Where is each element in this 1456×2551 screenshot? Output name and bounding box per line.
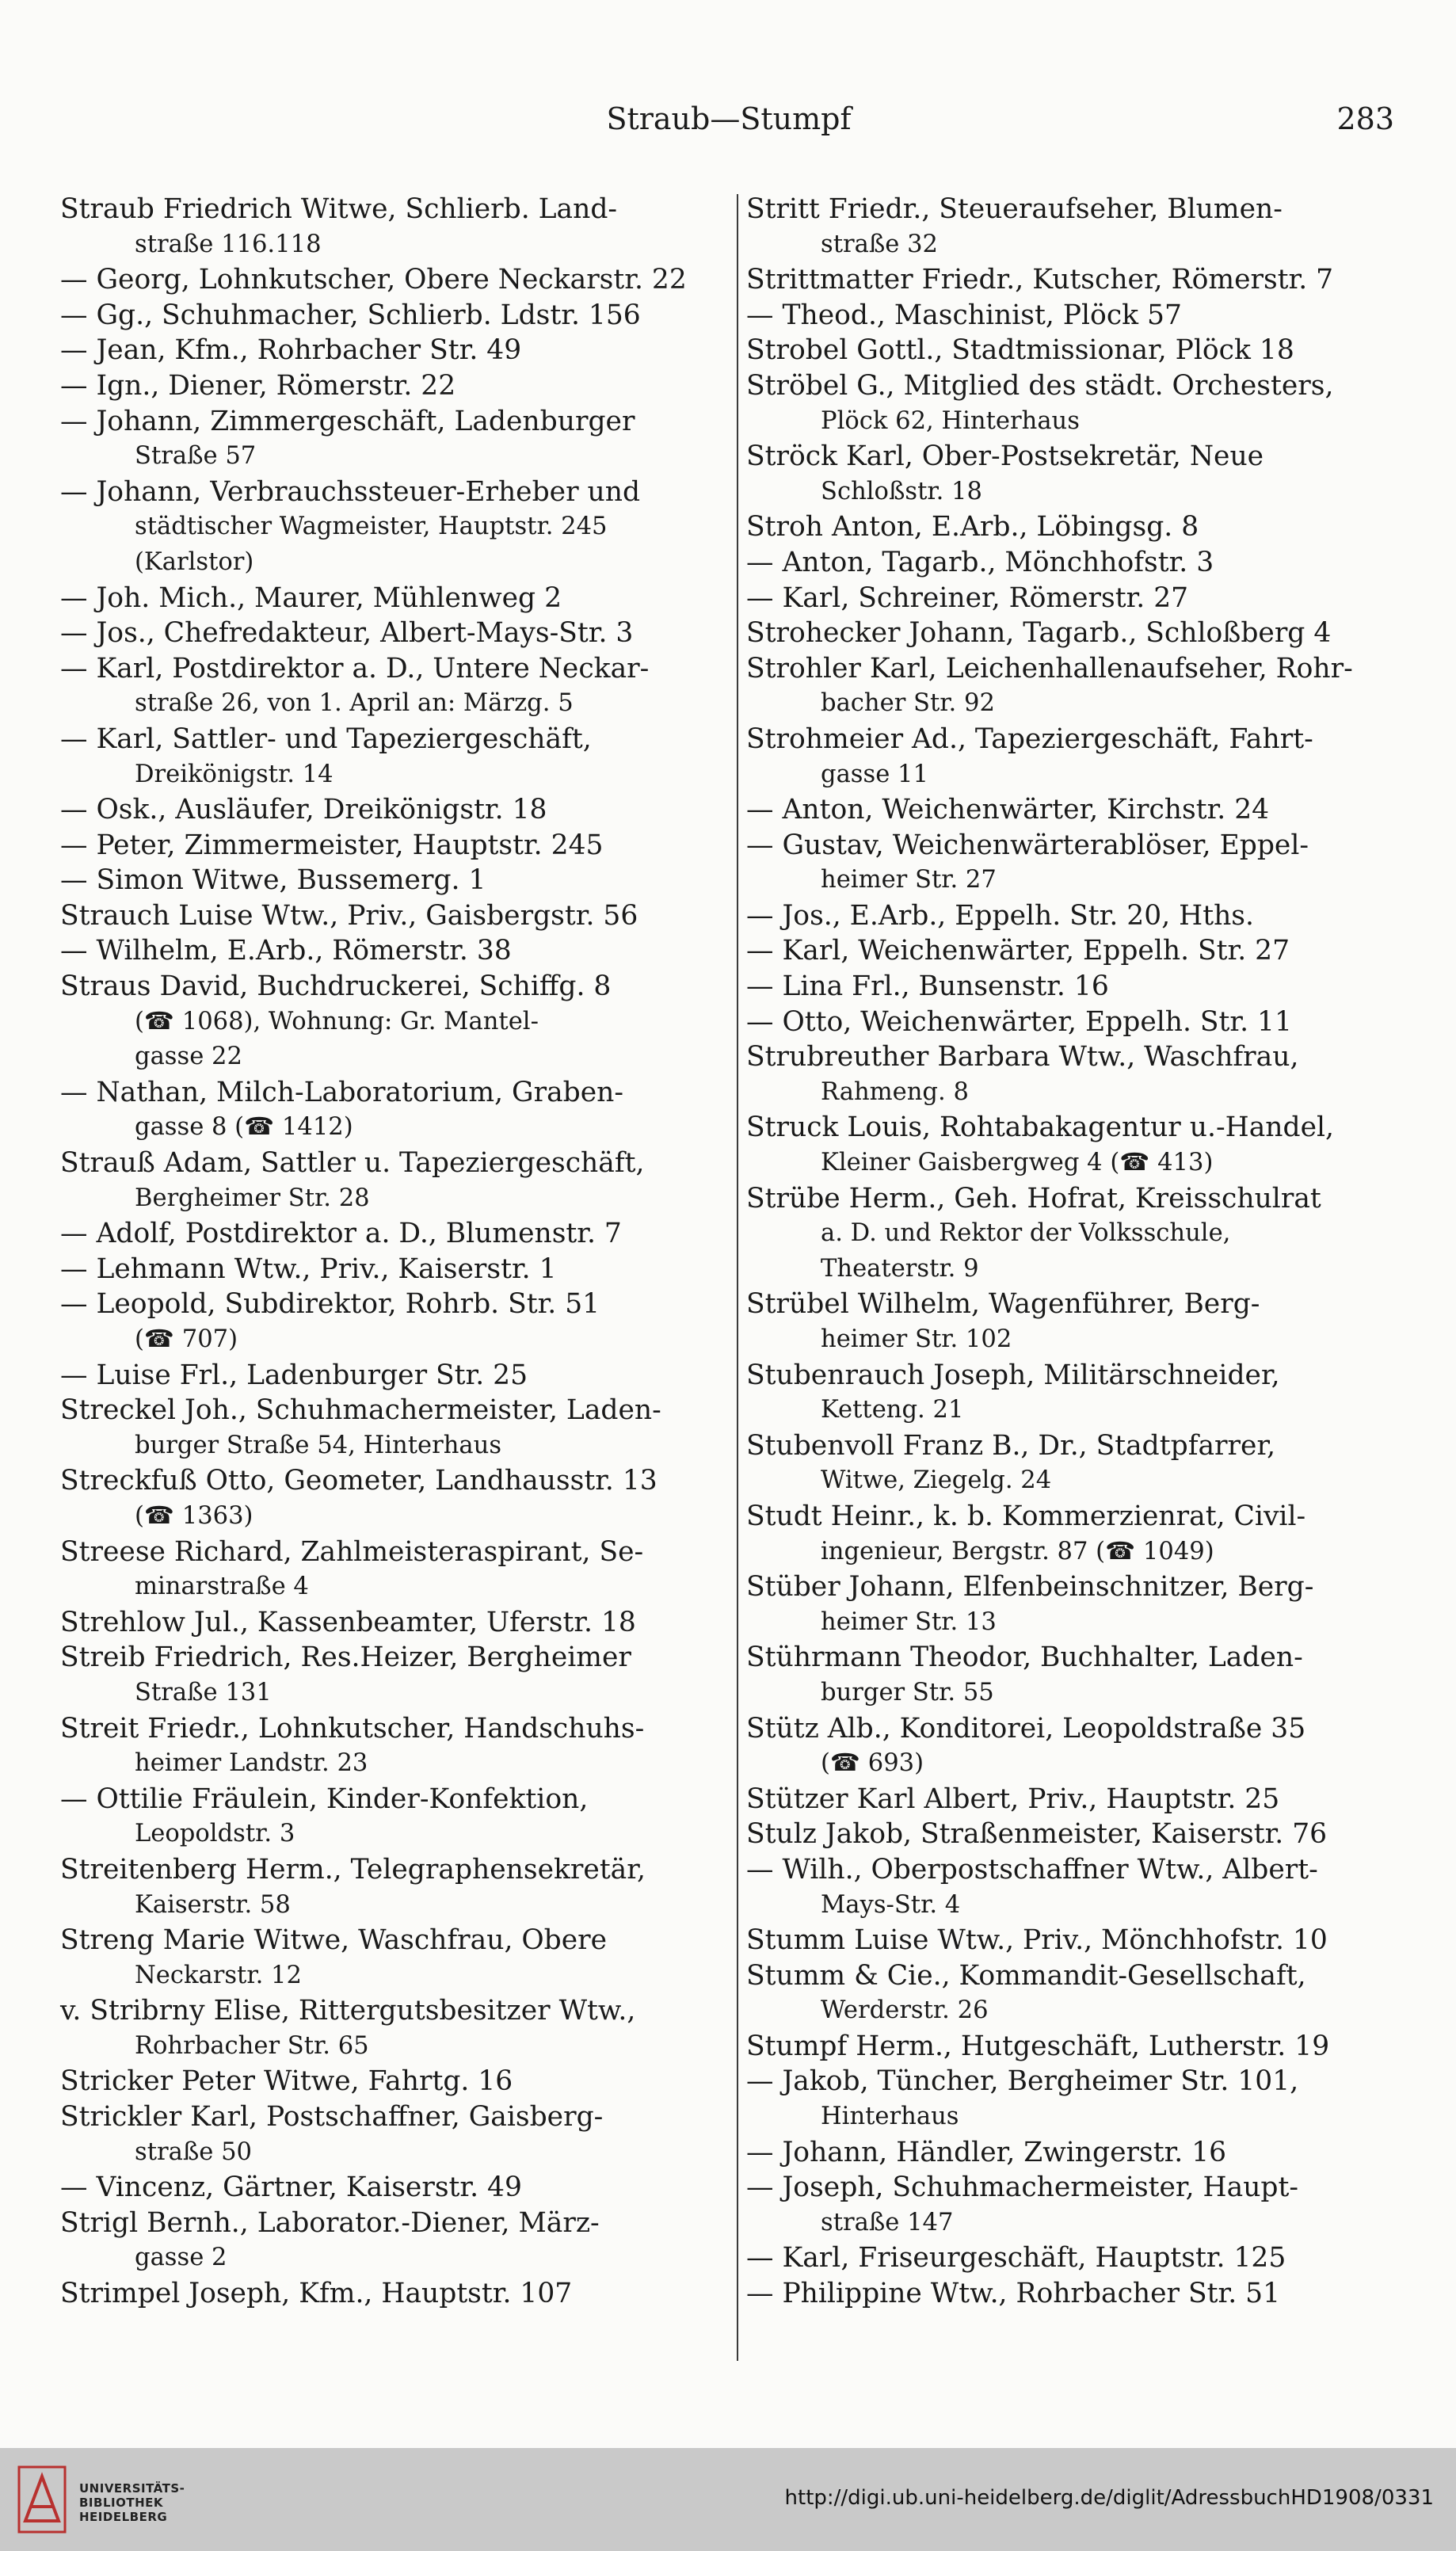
library-name-line: HEIDELBERG — [79, 2510, 168, 2524]
entry-continuation-line: städtischer Wagmeister, Hauptstr. 245 — [135, 513, 608, 541]
directory-entry-line: — Johann, Zimmergeschäft, Ladenburger — [60, 405, 635, 437]
directory-entry-line: — Philippine Wtw., Rohrbacher Str. 51 — [746, 2278, 1281, 2310]
entry-continuation-line: Rahmeng. 8 — [821, 1077, 969, 1106]
entry-continuation-line: heimer Str. 27 — [821, 866, 997, 894]
directory-entry-line: — Karl, Schreiner, Römerstr. 27 — [746, 582, 1189, 614]
entry-continuation-line: minarstraße 4 — [135, 1573, 309, 1601]
source-url[interactable]: http://digi.ub.uni-heidelberg.de/diglit/AdressbuchHD1908/0331 — [784, 2486, 1434, 2510]
directory-entry-line: — Karl, Weichenwärter, Eppelh. Str. 27 — [746, 935, 1290, 967]
directory-entry-line: — Anton, Tagarb., Mönchhofstr. 3 — [746, 546, 1214, 578]
entry-continuation-line: gasse 11 — [821, 760, 928, 788]
directory-entry-line: Stumm & Cie., Kommandit-Gesellschaft, — [746, 1959, 1306, 1992]
entry-continuation-line: (☎ 1363) — [135, 1501, 253, 1530]
directory-entry-line: — Jos., Chefredakteur, Albert-Mays-Str. 3 — [60, 617, 634, 650]
directory-entry-line: Stritt Friedr., Steueraufseher, Blumen- — [746, 193, 1283, 225]
running-head: Straub—Stumpf — [606, 101, 852, 136]
university-library-logo-icon — [17, 2465, 67, 2534]
entry-continuation-line: straße 116.118 — [135, 230, 322, 258]
entry-continuation-line: Neckarstr. 12 — [135, 1961, 302, 1989]
directory-entry-line: Streckel Joh., Schuhmachermeister, Laden- — [60, 1394, 661, 1427]
column-divider — [737, 194, 738, 2361]
entry-continuation-line: Plöck 62, Hinterhaus — [821, 406, 1080, 435]
entry-continuation-line: Werderstr. 26 — [821, 1996, 989, 2025]
directory-entry-line: Streib Friedrich, Res.Heizer, Bergheimer — [60, 1642, 631, 1674]
library-name-line: BIBLIOTHEK — [79, 2496, 163, 2510]
library-name-line: UNIVERSITÄTS- — [79, 2481, 185, 2496]
directory-entry-line: Ströbel G., Mitglied des städt. Orchesters, — [746, 369, 1334, 402]
directory-entry-line: — Karl, Sattler- und Tapeziergeschäft, — [60, 723, 592, 755]
directory-entry-line: — Peter, Zimmermeister, Hauptstr. 245 — [60, 829, 604, 861]
left-column — [60, 192, 718, 2312]
entry-continuation-line: Hinterhaus — [821, 2103, 959, 2131]
directory-entry-line: — Simon Witwe, Bussemerg. 1 — [60, 864, 486, 897]
directory-entry-line: Strübe Herm., Geh. Hofrat, Kreisschulrat — [746, 1182, 1321, 1214]
directory-entry-line: — Theod., Maschinist, Plöck 57 — [746, 299, 1182, 331]
entry-continuation-line: a. D. und Rektor der Volksschule, — [821, 1219, 1231, 1248]
entry-continuation-line: Mays-Str. 4 — [821, 1890, 961, 1919]
directory-entry-line: Strohecker Johann, Tagarb., Schloßberg 4 — [746, 617, 1332, 650]
directory-entry-line: Streitenberg Herm., Telegraphensekretär, — [60, 1853, 646, 1886]
entry-continuation-line: burger Str. 55 — [821, 1678, 994, 1706]
entry-continuation-line: straße 32 — [821, 230, 938, 258]
directory-entry-line: Strittmatter Friedr., Kutscher, Römerstr. 7 — [746, 264, 1334, 296]
entry-continuation-line: Kaiserstr. 58 — [135, 1890, 291, 1919]
directory-entry-line: Stumpf Herm., Hutgeschäft, Lutherstr. 19 — [746, 2030, 1330, 2062]
entry-continuation-line: (☎ 1068), Wohnung: Gr. Mantel- — [135, 1007, 539, 1035]
library-name — [79, 2481, 185, 2524]
entry-continuation-line: straße 26, von 1. April an: Märzg. 5 — [135, 689, 574, 718]
entry-continuation-line: Bergheimer Str. 28 — [135, 1184, 370, 1212]
directory-entry-line: — Johann, Verbrauchssteuer-Erheber und — [60, 475, 641, 508]
entry-continuation-line: straße 147 — [821, 2208, 954, 2236]
directory-entry-line: — Nathan, Milch-Laboratorium, Graben- — [60, 1076, 624, 1108]
directory-entry-line: — Joseph, Schuhmachermeister, Haupt- — [746, 2172, 1299, 2204]
entry-continuation-line: Witwe, Ziegelg. 24 — [821, 1466, 1052, 1495]
directory-entry-line: Stubenrauch Joseph, Militärschneider, — [746, 1359, 1280, 1391]
entry-continuation-line: bacher Str. 92 — [821, 689, 995, 718]
entry-continuation-line: Dreikönigstr. 14 — [135, 760, 334, 788]
right-column — [746, 192, 1404, 2312]
entry-continuation-line: heimer Landstr. 23 — [135, 1749, 368, 1778]
directory-entry-line: Strübel Wilhelm, Wagenführer, Berg- — [746, 1288, 1260, 1321]
directory-entry-line: — Gustav, Weichenwärterablöser, Eppel- — [746, 829, 1309, 861]
directory-entry-line: Stührmann Theodor, Buchhalter, Laden- — [746, 1642, 1303, 1674]
directory-entry-line: Straus David, Buchdruckerei, Schiffg. 8 — [60, 970, 612, 1003]
directory-entry-line: Studt Heinr., k. b. Kommerzienrat, Civil- — [746, 1500, 1306, 1532]
directory-entry-line: Stüber Johann, Elfenbeinschnitzer, Berg- — [746, 1571, 1314, 1603]
directory-entry-line: Strehlow Jul., Kassenbeamter, Uferstr. 18 — [60, 1606, 636, 1638]
entry-continuation-line: ingenieur, Bergstr. 87 (☎ 1049) — [821, 1537, 1214, 1565]
entry-continuation-line: Straße 57 — [135, 442, 257, 471]
directory-entry-line: — Wilh., Oberpostschaffner Wtw., Albert- — [746, 1853, 1318, 1886]
directory-entry-line: Strauß Adam, Sattler u. Tapeziergeschäft, — [60, 1147, 645, 1180]
footer-bar — [0, 2448, 1456, 2551]
directory-entry-line: — Karl, Postdirektor a. D., Untere Neckar- — [60, 652, 650, 684]
directory-entry-line: Strickler Karl, Postschaffner, Gaisberg- — [60, 2101, 604, 2133]
directory-entry-line: — Anton, Weichenwärter, Kirchstr. 24 — [746, 794, 1270, 826]
entry-continuation-line: gasse 8 (☎ 1412) — [135, 1113, 353, 1142]
directory-entry-line: Stubenvoll Franz B., Dr., Stadtpfarrer, — [746, 1429, 1276, 1462]
directory-entry-line: Strobel Gottl., Stadtmissionar, Plöck 18 — [746, 334, 1294, 367]
directory-entry-line: — Joh. Mich., Maurer, Mühlenweg 2 — [60, 582, 562, 614]
entry-continuation-line: (☎ 707) — [135, 1325, 238, 1353]
entry-continuation-line: Theaterstr. 9 — [821, 1254, 979, 1283]
directory-entry-line: — Lina Frl., Bunsenstr. 16 — [746, 970, 1109, 1003]
entry-continuation-line: Ketteng. 21 — [821, 1396, 964, 1424]
directory-entry-line: Strigl Bernh., Laborator.-Diener, März- — [60, 2206, 600, 2239]
directory-entry-line: — Osk., Ausläufer, Dreikönigstr. 18 — [60, 794, 547, 826]
directory-entry-line: — Leopold, Subdirektor, Rohrb. Str. 51 — [60, 1288, 600, 1321]
entry-continuation-line: heimer Str. 13 — [821, 1607, 997, 1636]
directory-entry-line: Stroh Anton, E.Arb., Löbingsg. 8 — [746, 511, 1199, 543]
entry-continuation-line: (Karlstor) — [135, 547, 254, 576]
directory-entry-line: — Lehmann Wtw., Priv., Kaiserstr. 1 — [60, 1253, 557, 1285]
directory-entry-line: Streese Richard, Zahlmeisteraspirant, Se- — [60, 1535, 644, 1568]
entry-continuation-line: Rohrbacher Str. 65 — [135, 2031, 369, 2060]
page-header — [63, 89, 1394, 152]
entry-continuation-line: gasse 2 — [135, 2244, 227, 2272]
directory-entry-line: Strohler Karl, Leichenhallenaufseher, Rohr- — [746, 652, 1353, 684]
directory-entry-line: Straub Friedrich Witwe, Schlierb. Land- — [60, 193, 618, 225]
directory-entry-line: Strauch Luise Wtw., Priv., Gaisbergstr. 56 — [60, 899, 638, 932]
directory-entry-line: Stütz Alb., Konditorei, Leopoldstraße 35 — [746, 1712, 1306, 1745]
entry-continuation-line: straße 50 — [135, 2137, 252, 2166]
directory-entry-line: — Jean, Kfm., Rohrbacher Str. 49 — [60, 334, 522, 367]
directory-entry-line: Struck Louis, Rohtabakagentur u.-Handel, — [746, 1112, 1334, 1144]
directory-entry-line: — Johann, Händler, Zwingerstr. 16 — [746, 2136, 1227, 2168]
directory-entry-line: — Ottilie Fräulein, Kinder-Konfektion, — [60, 1783, 589, 1815]
entry-continuation-line: Straße 131 — [135, 1678, 272, 1706]
entry-continuation-line: Kleiner Gaisbergweg 4 (☎ 413) — [821, 1149, 1214, 1177]
entry-continuation-line: burger Straße 54, Hinterhaus — [135, 1431, 502, 1459]
entry-continuation-line: Schloßstr. 18 — [821, 477, 982, 505]
directory-entry-line: Stulz Jakob, Straßenmeister, Kaiserstr. 76 — [746, 1818, 1328, 1851]
directory-entry-line: — Vincenz, Gärtner, Kaiserstr. 49 — [60, 2172, 522, 2204]
directory-entry-line: Streckfuß Otto, Geometer, Landhausstr. 13 — [60, 1465, 657, 1497]
entry-continuation-line: gasse 22 — [135, 1043, 242, 1071]
directory-entry-line: — Ign., Diener, Römerstr. 22 — [60, 369, 456, 402]
directory-entry-line: Stricker Peter Witwe, Fahrtg. 16 — [60, 2065, 513, 2098]
directory-entry-line: Strimpel Joseph, Kfm., Hauptstr. 107 — [60, 2278, 573, 2310]
directory-entry-line: Strohmeier Ad., Tapeziergeschäft, Fahrt- — [746, 723, 1313, 755]
entry-continuation-line: (☎ 693) — [821, 1749, 924, 1778]
entry-continuation-line: heimer Str. 102 — [821, 1325, 1012, 1353]
directory-entry-line: — Wilhelm, E.Arb., Römerstr. 38 — [60, 935, 512, 967]
directory-entry-line: Ströck Karl, Ober-Postsekretär, Neue — [746, 440, 1264, 473]
directory-entry-line: — Karl, Friseurgeschäft, Hauptstr. 125 — [746, 2242, 1286, 2275]
directory-entry-line: Stumm Luise Wtw., Priv., Mönchhofstr. 10 — [746, 1924, 1328, 1957]
directory-entry-line: Stützer Karl Albert, Priv., Hauptstr. 25 — [746, 1783, 1280, 1815]
entry-continuation-line: Leopoldstr. 3 — [135, 1820, 295, 1848]
directory-entry-line: Strubreuther Barbara Wtw., Waschfrau, — [746, 1041, 1299, 1073]
directory-entry-line: Streit Friedr., Lohnkutscher, Handschuhs- — [60, 1712, 645, 1745]
directory-entry-line: — Jos., E.Arb., Eppelh. Str. 20, Hths. — [746, 899, 1254, 932]
directory-entry-line: — Gg., Schuhmacher, Schlierb. Ldstr. 156 — [60, 299, 641, 331]
directory-entry-line: — Luise Frl., Ladenburger Str. 25 — [60, 1359, 528, 1391]
directory-entry-line: v. Stribrny Elise, Rittergutsbesitzer Wtw., — [60, 1995, 636, 2027]
directory-entry-line: — Georg, Lohnkutscher, Obere Neckarstr. 22 — [60, 264, 687, 296]
directory-entry-line: Streng Marie Witwe, Waschfrau, Obere — [60, 1924, 608, 1957]
page-number: 283 — [1336, 101, 1394, 136]
directory-entry-line: — Adolf, Postdirektor a. D., Blumenstr. 7 — [60, 1218, 622, 1250]
directory-entry-line: — Otto, Weichenwärter, Eppelh. Str. 11 — [746, 1005, 1292, 1038]
directory-entry-line: — Jakob, Tüncher, Bergheimer Str. 101, — [746, 2065, 1299, 2098]
